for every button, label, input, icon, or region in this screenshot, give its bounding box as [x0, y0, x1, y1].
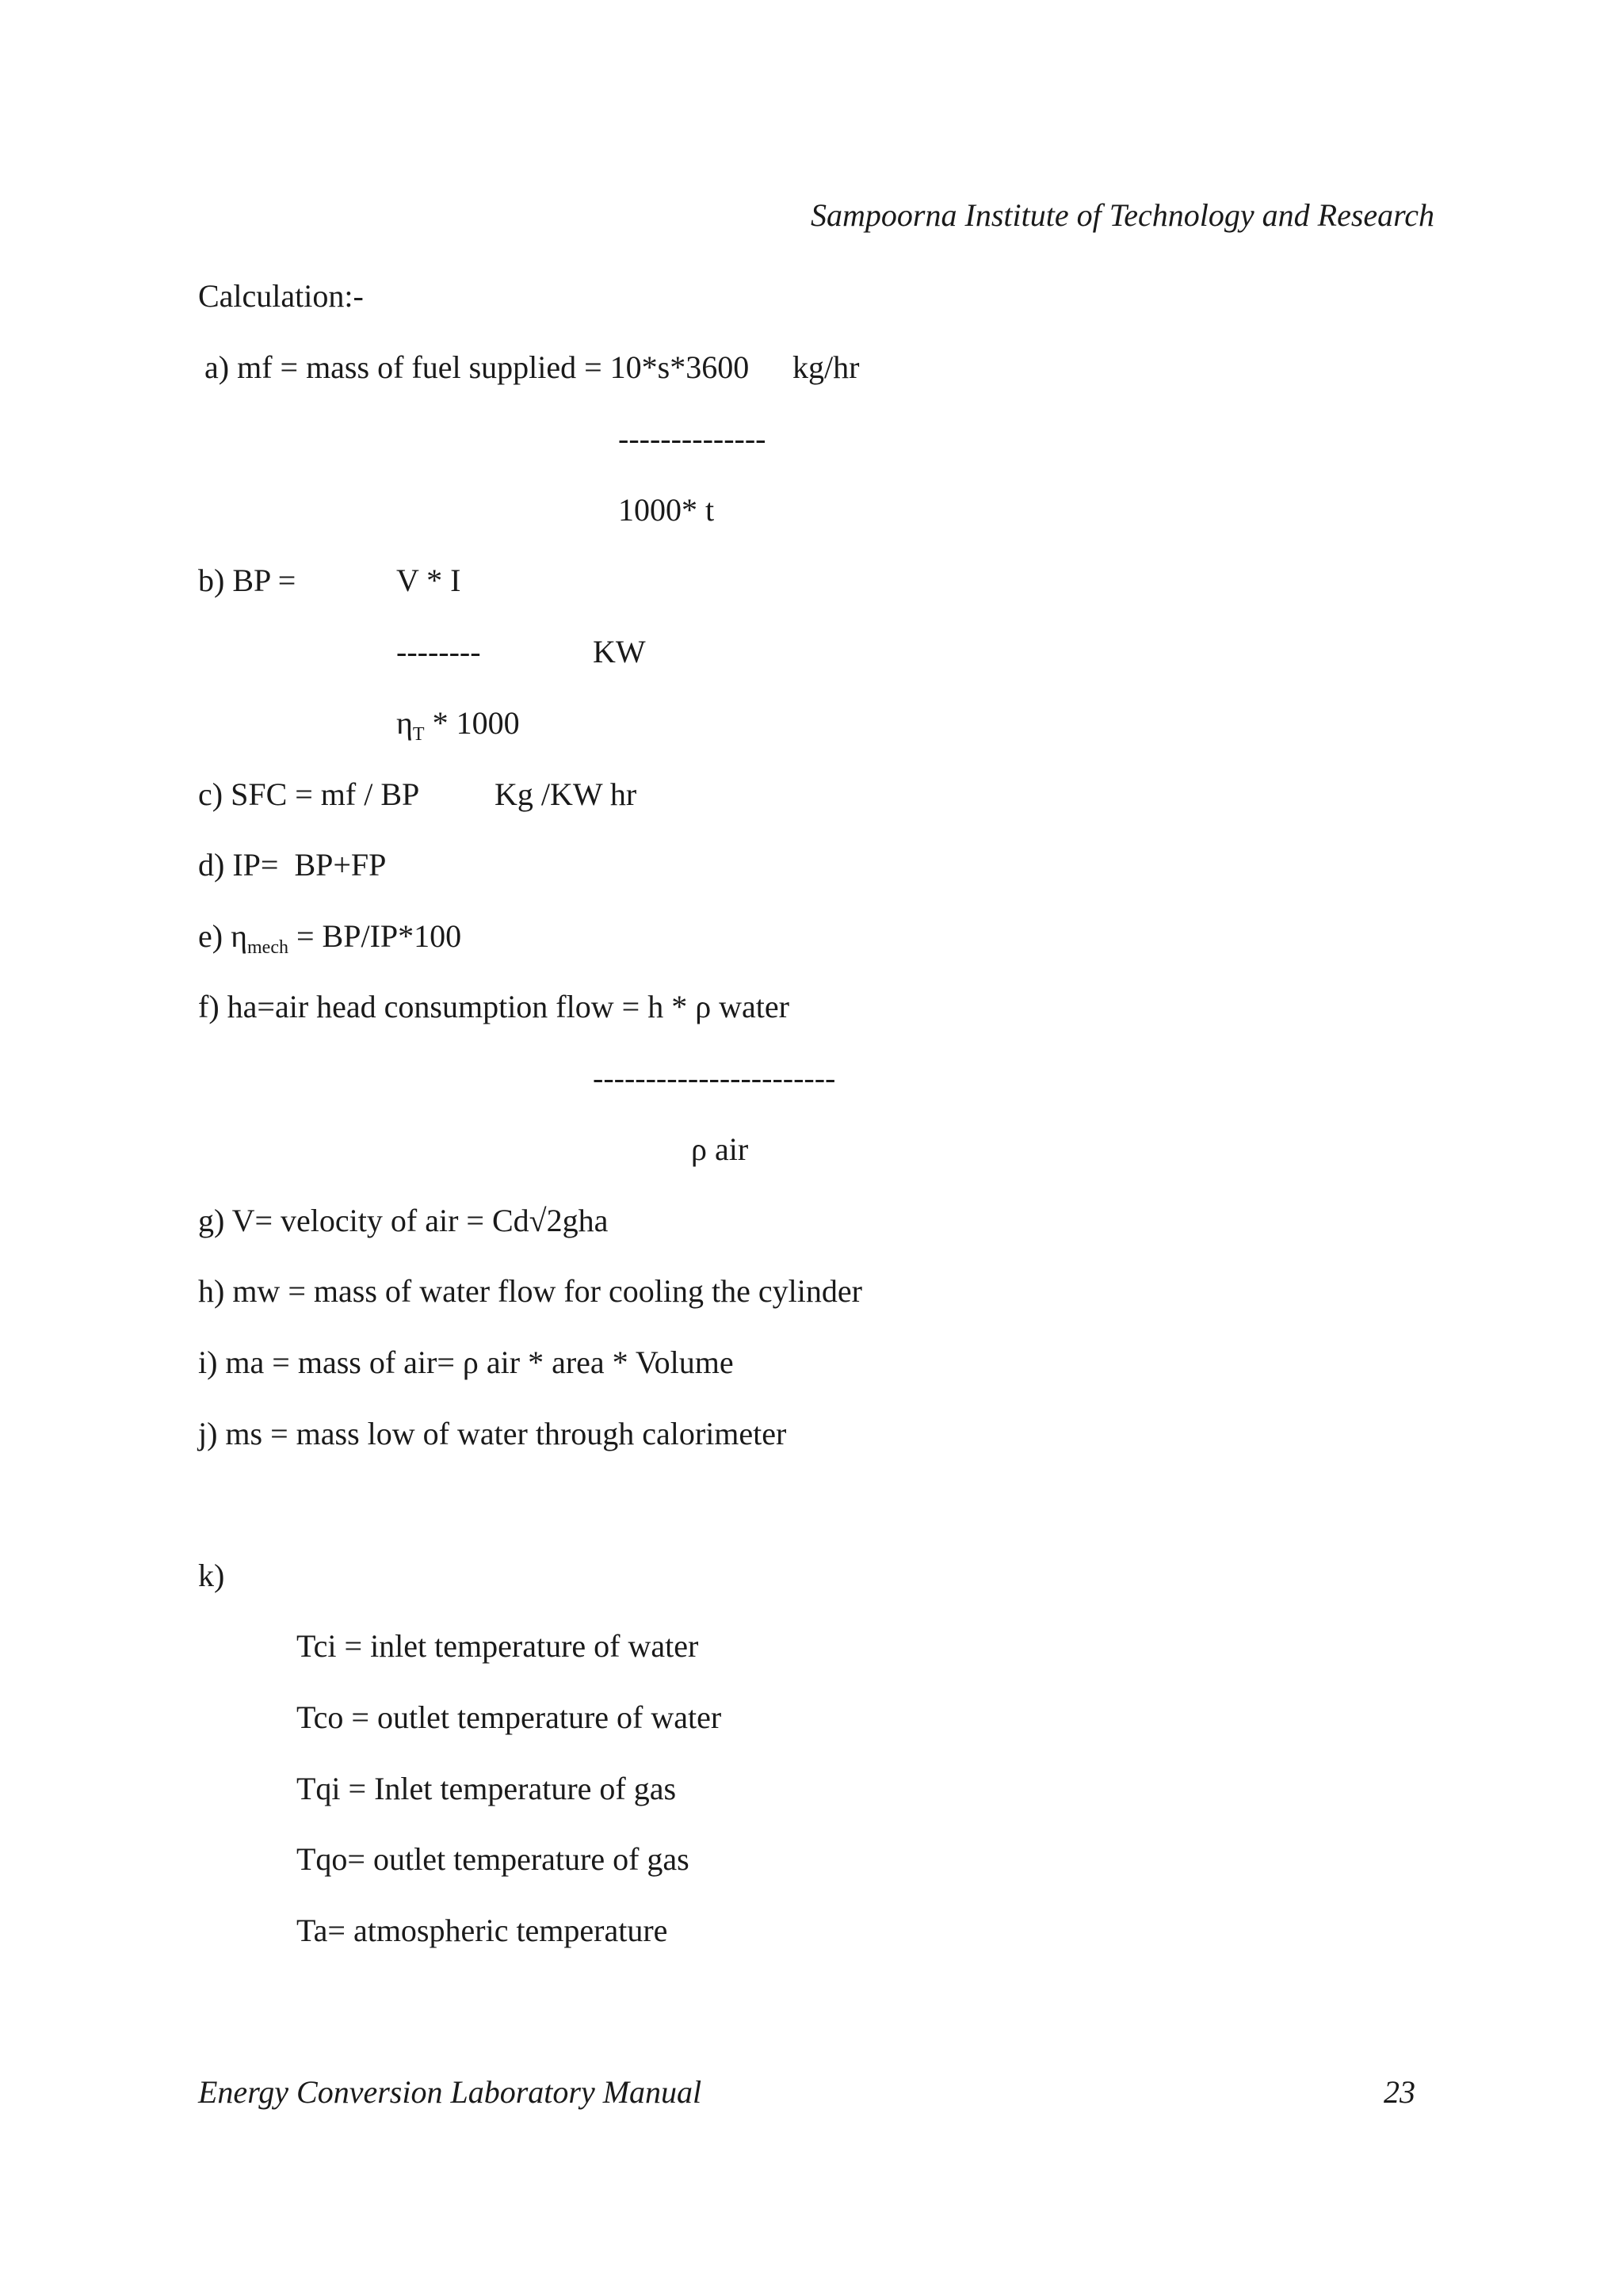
formula-e [198, 917, 461, 960]
formula-e-subscript: mech [247, 937, 288, 958]
list-item: Tco = outlet temperature of water [296, 1699, 722, 1735]
formula-i: i) ma = mass of air= ρ air * area * Volume [198, 1344, 734, 1380]
formula-b-unit: KW [593, 634, 646, 669]
formula-d: d) IP= BP+FP [198, 847, 387, 883]
list-item: Tqi = Inlet temperature of gas [296, 1771, 677, 1806]
formula-b-denominator-rest: * 1000 [424, 705, 520, 741]
formula-f-lead: f) ha=air head consumption flow = h * ρ water [198, 989, 789, 1024]
formula-a-unit: kg/hr [792, 349, 860, 385]
formula-b-denominator [396, 704, 520, 747]
formula-b-bar: -------- [396, 634, 481, 669]
formula-f-denominator: ρ air [691, 1131, 749, 1167]
formula-g: g) V= velocity of air = Cd√2gha [198, 1203, 609, 1238]
page-number: 23 [1384, 2074, 1415, 2110]
formula-b-lead: b) BP = [198, 563, 296, 598]
running-header: Sampoorna Institute of Technology and Research [811, 197, 1434, 233]
formula-a-lead: a) mf = mass of fuel supplied = 10*s*3600 [204, 349, 750, 385]
formula-c-lead: c) SFC = mf / BP [198, 776, 420, 812]
formula-h: h) mw = mass of water flow for cooling the cylinder [198, 1273, 862, 1309]
footer-manual-title: Energy Conversion Laboratory Manual [198, 2074, 702, 2110]
section-title: Calculation:- [198, 278, 364, 314]
formula-a-bar: -------------- [618, 421, 766, 456]
formula-b-numerator: V * I [396, 563, 461, 598]
eta-symbol: η [396, 705, 413, 741]
formula-f-bar: ----------------------- [593, 1060, 836, 1096]
formula-e-rest: = BP/IP*100 [288, 918, 462, 954]
eta-subscript: T [412, 724, 425, 745]
list-item: Tqo= outlet temperature of gas [296, 1841, 689, 1877]
formula-c-unit: Kg /KW hr [495, 776, 637, 812]
formula-a-denominator: 1000* t [618, 492, 715, 528]
list-item: Tci = inlet temperature of water [296, 1628, 699, 1664]
list-item: Ta= atmospheric temperature [296, 1913, 668, 1948]
formula-j: j) ms = mass low of water through calorimeter [198, 1416, 787, 1451]
formula-k-label: k) [198, 1558, 225, 1593]
formula-e-prefix: e) η [198, 918, 247, 954]
